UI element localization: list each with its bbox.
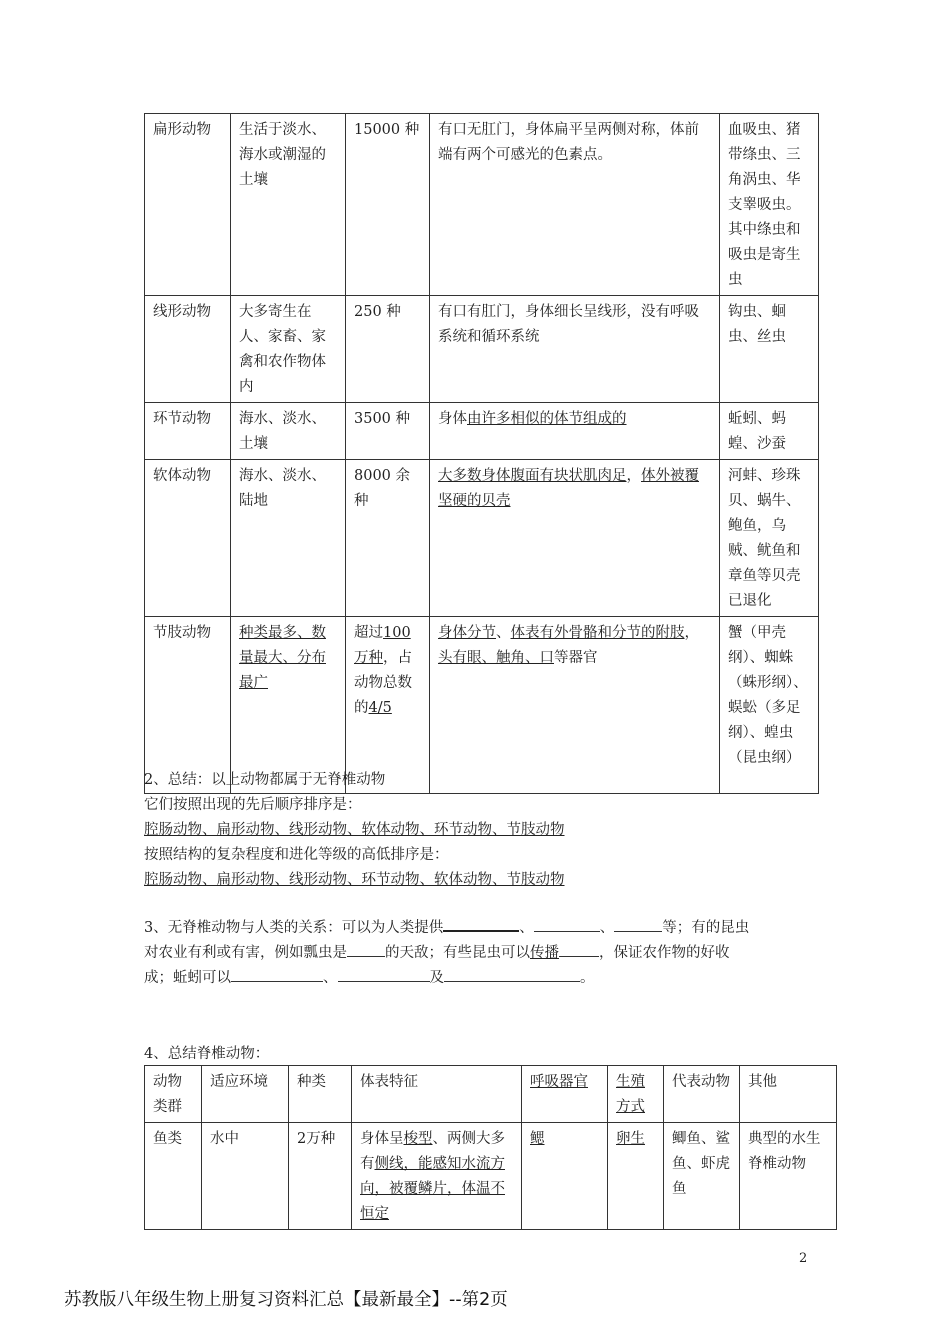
section3-text: 、 [323, 970, 338, 986]
invertebrate-table [144, 113, 819, 794]
repro-underlined: 卵生 [616, 1131, 645, 1147]
group-cell: 节肢动物 [145, 617, 231, 794]
summary-answer: 腔肠动物、扁形动物、线形动物、环节动物、软体动物、节肢动物 [144, 872, 565, 888]
section3-line3 [144, 966, 595, 991]
feature-text: 等器官 [554, 650, 598, 666]
summary-line: 它们按照出现的先后顺序排序是： [144, 797, 362, 813]
table-row [145, 114, 819, 296]
group-cell: 软体动物 [145, 460, 231, 617]
table-row [145, 1123, 837, 1230]
section3-text: ，保证农作物的好收 [599, 945, 730, 961]
fill-blank[interactable] [338, 967, 430, 982]
feature-text: ， [684, 625, 699, 641]
breath-underlined: 鳃 [530, 1131, 545, 1147]
breath-cell [522, 1123, 608, 1230]
feature-underlined: 体温不恒定 [360, 1181, 505, 1222]
table-row [145, 460, 819, 617]
count-cell [346, 617, 430, 794]
count-text: ，占动物总数的 [354, 650, 412, 716]
examples-cell: 蚯蚓、蚂蝗、沙蚕 [720, 403, 819, 460]
header-cell: 体表特征 [352, 1066, 522, 1123]
feature-text: 、 [496, 625, 511, 641]
fill-blank[interactable] [614, 917, 662, 932]
env-cell: 大多寄生在人、家畜、家禽和农作物体内 [231, 296, 346, 403]
section3-text: 对农业有利或有害，例如瓢虫是 [144, 945, 347, 961]
vertebrate-table [144, 1065, 837, 1230]
env-cell: 水中 [202, 1123, 289, 1230]
summary-line: 按照结构的复杂程度和进化等级的高低排序是： [144, 847, 449, 863]
examples-cell: 血吸虫、猪带绦虫、三角涡虫、华支睾吸虫。其中绦虫和吸虫是寄生虫 [720, 114, 819, 296]
count-cell: 8000 余种 [346, 460, 430, 617]
header-cell [522, 1066, 608, 1123]
section4-title: 4、总结脊椎动物： [144, 1046, 270, 1062]
env-cell: 海水、淡水、陆地 [231, 460, 346, 617]
feature-cell [430, 617, 720, 794]
count-cell: 3500 种 [346, 403, 430, 460]
page-number: 2 [799, 1251, 808, 1266]
section3-text: 成；蚯蚓可以 [144, 970, 231, 986]
table-row [145, 296, 819, 403]
fill-blank[interactable] [347, 942, 385, 957]
section3-text: 及 [429, 970, 444, 986]
group-cell: 扁形动物 [145, 114, 231, 296]
fill-blank[interactable] [443, 916, 519, 932]
header-underlined: 呼吸器官 [530, 1074, 588, 1090]
feature-underlined: 体外被覆坚硬的贝壳 [438, 468, 699, 509]
section3-text: 。 [580, 970, 595, 986]
header-cell: 其他 [740, 1066, 837, 1123]
fill-blank[interactable] [231, 967, 323, 982]
count-cell: 2万种 [289, 1123, 352, 1230]
fill-blank[interactable] [444, 967, 580, 982]
section3-text: 等；有的昆虫 [662, 920, 750, 936]
table-row [145, 403, 819, 460]
section3-text: 、 [599, 920, 615, 936]
count-cell: 15000 种 [346, 114, 430, 296]
section3-underlined: 传播 [530, 945, 559, 961]
count-cell: 250 种 [346, 296, 430, 403]
env-cell: 海水、淡水、土壤 [231, 403, 346, 460]
count-text: 超过 [354, 625, 383, 641]
feature-cell: 有口无肛门，身体扁平呈两侧对称，体前端有两个可感光的色素点。 [430, 114, 720, 296]
feature-underlined: 大多数身体腹面有块状肌肉足 [438, 468, 627, 484]
repro-cell [608, 1123, 664, 1230]
feature-underlined: 侧线，能感知水流方向，被覆鳞片， [360, 1156, 505, 1197]
feature-underlined: 由许多相似的体节组成的 [467, 411, 627, 427]
header-cell: 种类 [289, 1066, 352, 1123]
table-header-row [145, 1066, 837, 1123]
other-cell: 典型的水生脊椎动物 [740, 1123, 837, 1230]
feature-cell [430, 403, 720, 460]
header-cell: 动物类群 [145, 1066, 202, 1123]
header-underlined: 生殖方式 [616, 1074, 645, 1115]
section3-text: 、 [519, 920, 534, 936]
feature-text: ， [626, 468, 641, 484]
feature-cell [352, 1123, 522, 1230]
section3-line1 [144, 916, 749, 941]
examples-cell: 河蚌、珍珠贝、蜗牛、鲍鱼，乌贼、鱿鱼和章鱼等贝壳已退化 [720, 460, 819, 617]
section3-line2 [144, 941, 730, 966]
group-cell: 环节动物 [145, 403, 231, 460]
env-underlined: 种类最多、数量最大、分布最广 [239, 625, 326, 691]
page-footer: 苏教版八年级生物上册复习资料汇总【最新最全】--第2页 [64, 1290, 508, 1310]
feature-cell [430, 460, 720, 617]
header-cell: 代表动物 [664, 1066, 740, 1123]
feature-underlined: 体表有外骨骼和分节的附肢 [510, 625, 685, 641]
summary-answer: 腔肠动物、扁形动物、线形动物、软体动物、环节动物、节肢动物 [144, 822, 565, 838]
env-cell: 生活于淡水、海水或潮湿的土壤 [231, 114, 346, 296]
group-cell: 鱼类 [145, 1123, 202, 1230]
env-cell [231, 617, 346, 794]
count-underlined: 100万种 [354, 625, 411, 666]
fill-blank[interactable] [559, 942, 599, 957]
group-cell: 线形动物 [145, 296, 231, 403]
count-underlined: 4/5 [368, 700, 392, 716]
header-cell: 适应环境 [202, 1066, 289, 1123]
section3-text: 的天敌；有些昆虫可以 [385, 945, 530, 961]
section3-text: 3、无脊椎动物与人类的关系：可以为人类提供 [144, 920, 444, 936]
feature-text: 身体呈 [360, 1131, 404, 1147]
feature-underlined: 梭型 [403, 1131, 433, 1147]
header-cell [608, 1066, 664, 1123]
examples-cell: 蟹（甲壳纲）、蜘蛛（蛛形纲）、蜈蚣（多足纲）、蝗虫（昆虫纲） [720, 617, 819, 794]
examples-cell: 鲫鱼、鲨鱼、虾虎鱼 [664, 1123, 740, 1230]
feature-cell: 有口有肛门，身体细长呈线形，没有呼吸系统和循环系统 [430, 296, 720, 403]
summary-line: 2、总结：以上动物都属于无脊椎动物 [144, 772, 386, 788]
feature-underlined: 身体分节 [438, 625, 496, 641]
feature-text: 身体 [438, 411, 467, 427]
feature-underlined: 头有眼、触角、口 [438, 650, 554, 666]
fill-blank[interactable] [534, 917, 600, 932]
table-row [145, 617, 819, 794]
feature-text: 、两侧大多有 [360, 1131, 505, 1172]
examples-cell: 钩虫、蛔虫、丝虫 [720, 296, 819, 403]
